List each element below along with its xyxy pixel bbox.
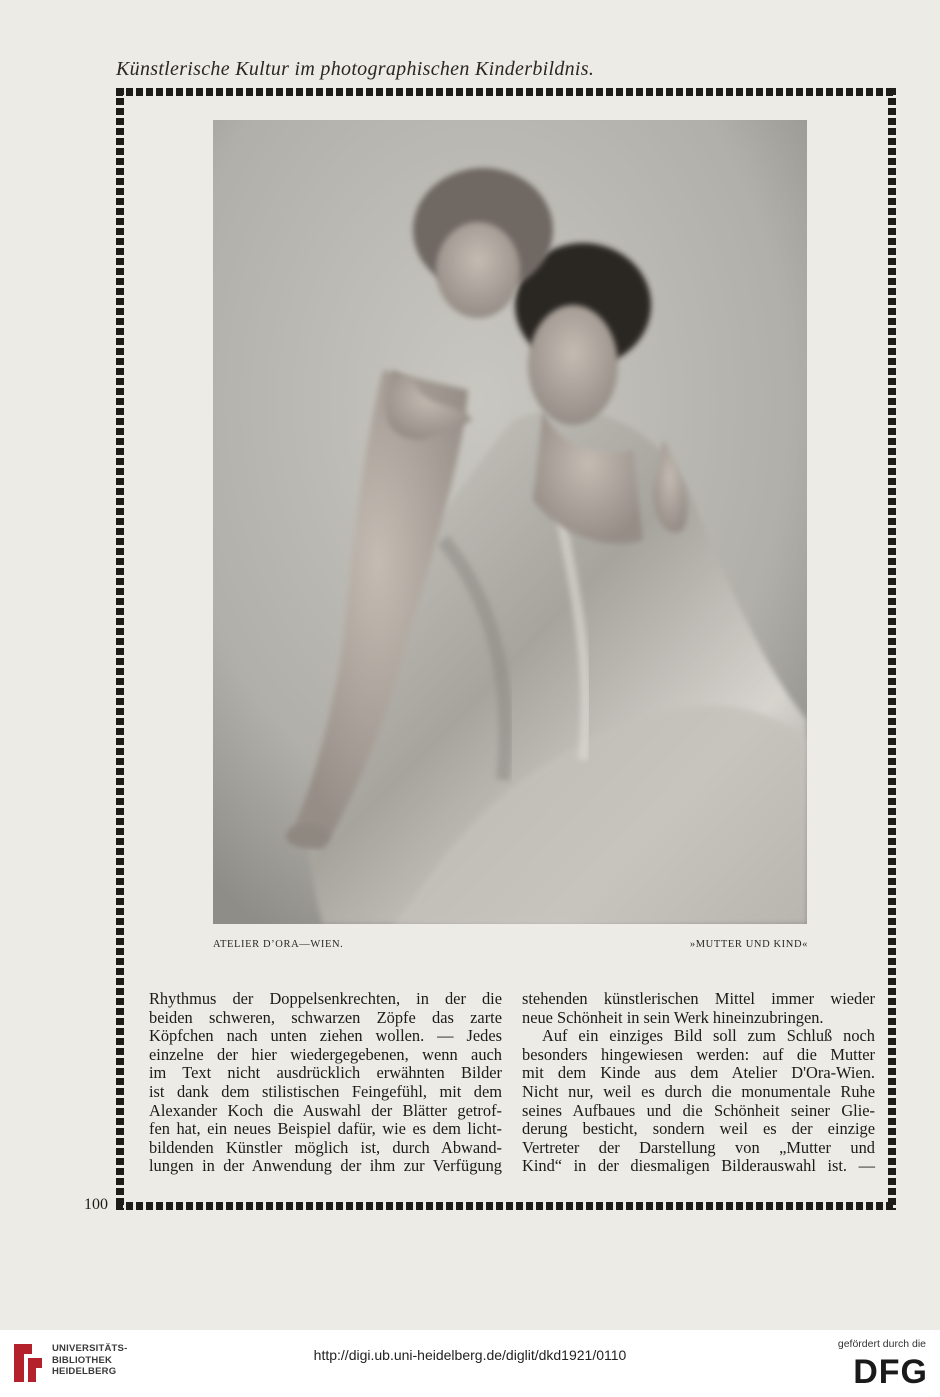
text-column-right — [522, 990, 875, 1176]
text-line: besonders hingewiesen werden: auf die Mutter — [522, 1044, 875, 1064]
text-line: Auf ein einziges Bild soll zum Schluß noch — [542, 1026, 875, 1046]
page-number: 100 — [84, 1196, 108, 1213]
text-line: einzelne der hier wiedergegebenen, wenn auch — [149, 1044, 502, 1064]
text-line: beiden schweren, schwarzen Zöpfe das zarte — [149, 1007, 502, 1027]
photo-credit-caption: ATELIER D’ORA—WIEN. — [213, 939, 344, 950]
photo-title-caption: »MUTTER UND KIND« — [689, 939, 808, 950]
ornamental-frame-top — [116, 88, 896, 96]
mother-and-child-photograph — [213, 120, 807, 924]
running-title: Künstlerische Kultur im photographischen Kinderbildnis. — [116, 58, 595, 80]
text-line: Köpfchen nach unten ziehen wollen. — Jedes — [149, 1026, 502, 1046]
library-name-line: HEIDELBERG — [52, 1366, 117, 1377]
text-line: Vertreter der Darstellung von „Mutter und — [522, 1137, 875, 1157]
dfg-logo[interactable]: DFG — [853, 1353, 928, 1391]
library-name-line: UNIVERSITÄTS- — [52, 1343, 128, 1354]
permalink-url[interactable]: http://digi.ub.uni-heidelberg.de/diglit/dkd1921/0110 — [313, 1347, 627, 1363]
text-line: Alexander Koch die Auswahl der Blätter getrof- — [149, 1100, 502, 1120]
text-line: bildenden Künstler möglich ist, durch Abwand- — [149, 1137, 502, 1157]
text-line: fen hat, ein neues Beispiel dafür, wie es dem licht- — [149, 1119, 502, 1139]
text-line: stehenden künstlerischen Mittel immer wieder — [522, 989, 875, 1008]
text-line: im Text nicht ausdrücklich erwähnten Bilder — [149, 1063, 502, 1083]
text-line: Rhythmus der Doppelsenkrechten, in der die — [149, 989, 502, 1008]
text-line: Nicht nur, weil es durch die monumentale Ruhe — [522, 1081, 875, 1101]
text-line: seines Aufbaues und die Schönheit seiner Glie- — [522, 1100, 875, 1120]
funder-note: gefördert durch die — [837, 1338, 926, 1350]
ornamental-frame-right — [888, 88, 896, 1210]
library-name-line: BIBLIOTHEK — [52, 1354, 113, 1366]
text-line: mit dem Kinde aus dem Atelier D'Ora-Wien. — [522, 1063, 875, 1083]
text-line: derung besticht, sondern weil es der einzige — [522, 1119, 875, 1139]
text-line: ist dank dem stilistischen Feingefühl, mit dem — [149, 1081, 502, 1101]
digitization-footer — [0, 1330, 940, 1397]
text-column-left — [149, 990, 502, 1176]
photograph-illustration — [213, 120, 807, 924]
text-line: lungen in der Anwendung der ihm zur Verfügung — [149, 1156, 502, 1176]
ornamental-frame-left — [116, 88, 124, 1210]
ornamental-frame-bottom — [116, 1202, 896, 1210]
text-line: Kind“ in der diesmaligen Bilderauswahl ist. — — [522, 1156, 875, 1176]
text-line: neue Schönheit in sein Werk hineinzubringen. — [522, 1007, 824, 1027]
